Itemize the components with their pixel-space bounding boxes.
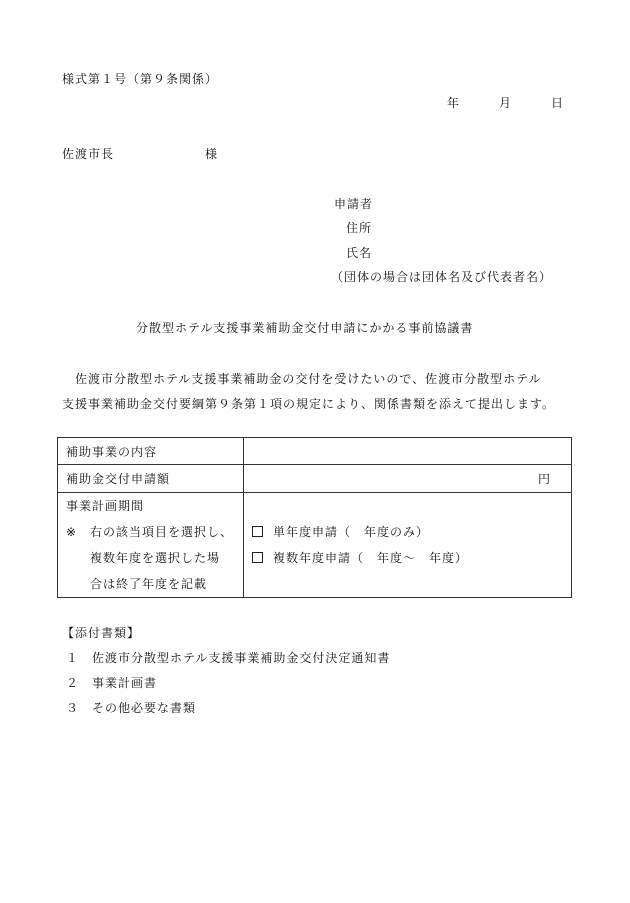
applicant-label: 申請者: [334, 197, 374, 211]
body-line-1: 佐渡市分散型ホテル支援事業補助金の交付を受けたいので、佐渡市分散型ホテル: [75, 372, 542, 386]
amount-field[interactable]: [244, 465, 572, 493]
option-multi-year[interactable]: [252, 545, 571, 571]
address-label: 住所: [346, 221, 373, 235]
attachment-item-1: 佐渡市分散型ホテル支援事業補助金交付決定通知書: [92, 651, 391, 665]
note-line-1: 右の該当項目を選択し、: [90, 525, 234, 539]
body-line-2: 支援事業補助金交付要綱第９条第１項の規定により、関係書類を添えて提出します。: [62, 397, 556, 411]
plan-period-label: 事業計画期間: [66, 499, 145, 513]
name-label: 氏名: [346, 246, 373, 260]
attachment-item-2: 事業計画書: [92, 676, 158, 690]
attachment-num-1: １: [66, 651, 80, 665]
attachments-heading: 【添付書類】: [62, 626, 141, 640]
attachment-num-2: ２: [66, 676, 80, 690]
document-title: 分散型ホテル支援事業補助金交付申請にかかる事前協議書: [136, 321, 474, 335]
option-multi-year-label: 複数年度申請（ 年度～ 年度）: [273, 551, 469, 565]
content-field[interactable]: [244, 438, 572, 465]
table-row: [58, 465, 572, 493]
attachment-item-3: その他必要な書類: [92, 701, 197, 715]
note-line-2: 複数年度を選択した場: [90, 551, 221, 565]
row-label-amount: 補助金交付申請額: [58, 465, 244, 493]
attachment-num-3: ３: [66, 701, 80, 715]
table-row: [58, 493, 572, 598]
row-label-content: 補助事業の内容: [58, 438, 244, 465]
addressee: 佐渡市長 様: [62, 147, 219, 161]
yen-unit: 円: [537, 472, 551, 486]
note-mark: ※: [66, 525, 78, 539]
option-single-year-label: 単年度申請（ 年度のみ）: [273, 525, 430, 539]
table-row: [58, 438, 572, 465]
applicant-note: （団体の場合は団体名及び代表者名）: [331, 270, 553, 284]
form-number: 様式第１号（第９条関係）: [62, 72, 219, 86]
date-line: 年 月 日: [446, 96, 564, 110]
application-table: [57, 437, 572, 598]
checkbox-single-year[interactable]: [252, 526, 263, 537]
option-single-year[interactable]: [252, 519, 571, 545]
plan-period-cell: [58, 493, 244, 598]
checkbox-multi-year[interactable]: [252, 552, 263, 563]
note-line-3: 合は終了年度を記載: [90, 577, 208, 591]
plan-period-options: [244, 493, 572, 598]
